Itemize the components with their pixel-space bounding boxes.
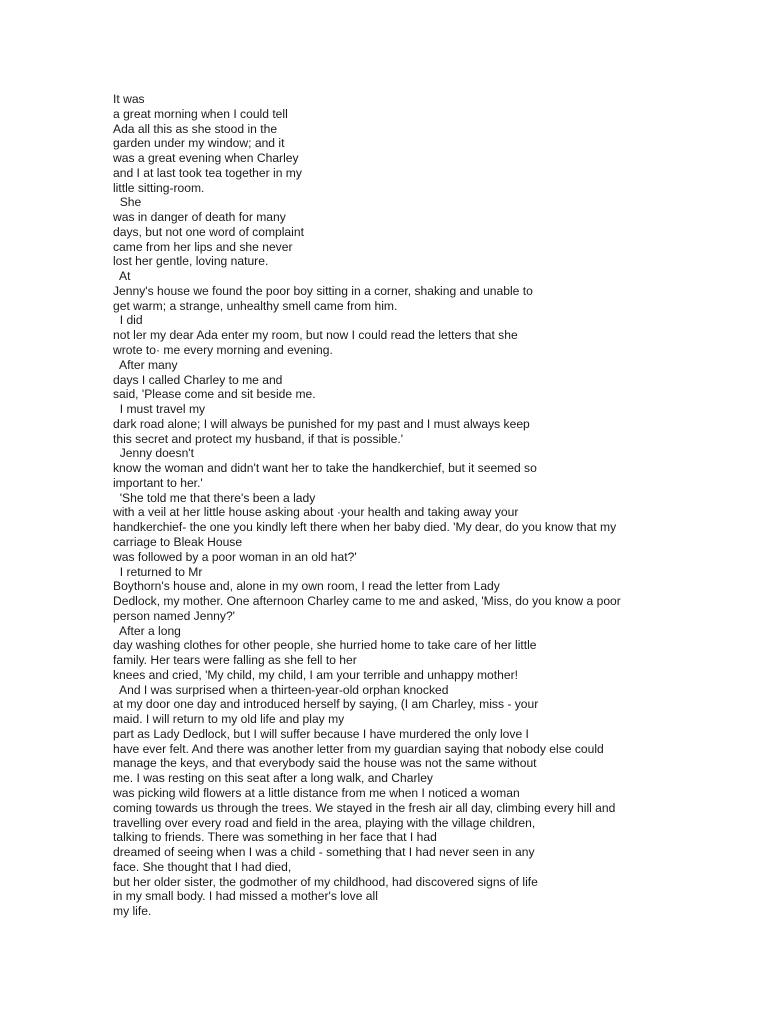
text-line: family. Her tears were falling as she fell to her bbox=[113, 653, 357, 668]
text-line: talking to friends. There was something in her face that I had bbox=[113, 830, 437, 845]
text-line: It was bbox=[113, 92, 145, 106]
text-line: days I called Charley to me and bbox=[113, 372, 283, 387]
text-line: with a veil at her little house asking about ·your health and taking away your bbox=[113, 505, 519, 520]
text-line: this secret and protect my husband, if that is possible.' bbox=[113, 431, 404, 446]
text-line: knees and cried, 'My child, my child, I am your terrible and unhappy mother! bbox=[113, 667, 518, 682]
text-line: carriage to Bleak House bbox=[113, 534, 243, 549]
text-line: coming towards us through the trees. We stayed in the fresh air all day, climbing every hill and bbox=[113, 800, 616, 815]
text-line: Dedlock, my mother. One afternoon Charley came to me and asked, 'Miss, do you know a poor bbox=[113, 594, 621, 609]
text-line: and I at last took tea together in my bbox=[113, 165, 302, 180]
text-line: lost her gentle, loving nature. bbox=[113, 254, 269, 269]
text-line: I returned to Mr bbox=[113, 564, 203, 579]
text-line: 'She told me that there's been a lady bbox=[113, 490, 316, 505]
text-line: was a great evening when Charley bbox=[113, 151, 299, 166]
text-line: a great morning when I could tell bbox=[113, 106, 288, 121]
text-line: at my door one day and introduced herself by saying, (I am Charley, miss - your bbox=[113, 697, 539, 712]
text-line: manage the keys, and that everybody said the house was not the same without bbox=[113, 756, 537, 771]
text-line: day washing clothes for other people, she hurried home to take care of her little bbox=[113, 638, 537, 653]
text-line: I did bbox=[113, 313, 143, 328]
text-line: know the woman and didn't want her to take the handkerchief, but it seemed so bbox=[113, 461, 537, 476]
text-line: I must travel my bbox=[113, 402, 206, 417]
text-line: not ler my dear Ada enter my room, but now I could read the letters that she bbox=[113, 328, 518, 343]
text-line: important to her.' bbox=[113, 475, 203, 490]
text-line: Jenny's house we found the poor boy sitting in a corner, shaking and unable to bbox=[113, 283, 533, 298]
text-line: was picking wild flowers at a little distance from me when I noticed a woman bbox=[113, 785, 520, 800]
text-line: little sitting-room. bbox=[113, 180, 205, 195]
text-line: After a long bbox=[113, 623, 181, 638]
text-line: said, 'Please come and sit beside me. bbox=[113, 387, 316, 402]
text-line: part as Lady Dedlock, but I will suffer because I have murdered the only love I bbox=[113, 726, 529, 741]
text-line: have ever felt. And there was another letter from my guardian saying that nobody else could bbox=[113, 741, 604, 756]
document-text bbox=[113, 92, 753, 919]
text-line: came from her lips and she never bbox=[113, 239, 293, 254]
text-line: After many bbox=[113, 357, 178, 372]
text-line: was followed by a poor woman in an old hat?' bbox=[113, 549, 357, 564]
text-line: Ada all this as she stood in the bbox=[113, 121, 278, 136]
text-line: wrote to· me every morning and evening. bbox=[113, 343, 333, 358]
text-line: days, but not one word of complaint bbox=[113, 224, 304, 239]
text-line: At bbox=[113, 269, 131, 284]
text-line: was in danger of death for many bbox=[113, 210, 286, 225]
text-line: And I was surprised when a thirteen-year-old orphan knocked bbox=[113, 682, 449, 697]
text-line: garden under my window; and it bbox=[113, 136, 285, 151]
text-line: travelling over every road and field in the area, playing with the village children, bbox=[113, 815, 536, 830]
text-line: dark road alone; I will always be punished for my past and I must always keep bbox=[113, 416, 530, 431]
text-line: Boythorn's house and, alone in my own room, I read the letter from Lady bbox=[113, 579, 500, 594]
text-line: me. I was resting on this seat after a long walk, and Charley bbox=[113, 771, 433, 786]
text-line: get warm; a strange, unhealthy smell came from him. bbox=[113, 298, 398, 313]
text-line: face. She thought that I had died, bbox=[113, 859, 292, 874]
text-line: handkerchief- the one you kindly left there when her baby died. 'My dear, do you know that my bbox=[113, 520, 617, 535]
text-line: Jenny doesn't bbox=[113, 446, 194, 461]
text-line: maid. I will return to my old life and play my bbox=[113, 712, 345, 727]
text-line: but her older sister, the godmother of my childhood, had discovered signs of life bbox=[113, 874, 538, 889]
text-line: in my small body. I had missed a mother's love all bbox=[113, 889, 378, 904]
text-line: She bbox=[113, 195, 142, 210]
text-line: my life. bbox=[113, 904, 152, 919]
text-line: dreamed of seeing when I was a child - something that I had never seen in any bbox=[113, 845, 535, 860]
text-line: person named Jenny?' bbox=[113, 608, 235, 623]
